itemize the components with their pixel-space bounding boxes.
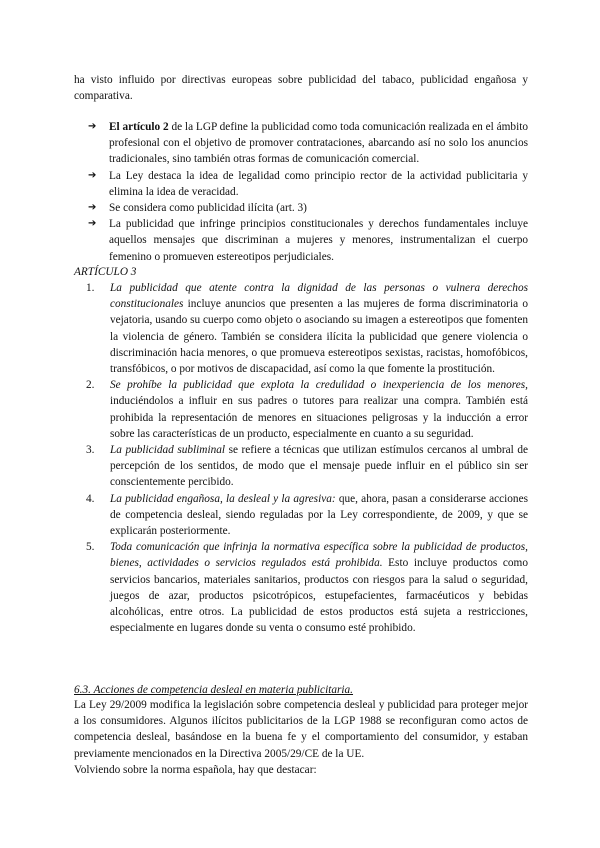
item-text: induciéndolos a influir en sus padres o tutores para realizar una compra. También está prohibida la representación de menores en situaciones peligrosas y la inducción a error sobre las características de un producto, especialmente en cuanto a su seguridad. [110, 395, 528, 440]
arrow-icon: ➔ [88, 218, 97, 230]
list-item [86, 280, 528, 377]
section-body: La Ley 29/2009 modifica la legislación sobre competencia desleal y publicidad para proteger mejor a los consumidores. Algunos ilícitos publicitarios de la LGP 1988 se reconfiguran como actos de competencia desleal, basándose en la buena fe y el comportamiento del consumidor, y estaban previamente mencionados en la Directiva 2005/29/CE de la UE. [74, 699, 528, 760]
article-items-list [86, 280, 528, 636]
item-number: 5. [86, 541, 95, 554]
item-lead: La publicidad subliminal [110, 444, 226, 457]
bullet-item [88, 216, 528, 265]
item-number: 1. [86, 282, 95, 294]
bullet-text: La Ley destaca la idea de legalidad como principio rector de la actividad publicitaria y elimina la idea de veracidad. [109, 169, 528, 198]
item-number: 3. [86, 444, 95, 457]
bullet-item [88, 200, 528, 216]
arrow-icon: ➔ [88, 121, 97, 132]
bullet-text: Se considera como publicidad ilícita (art. 3) [109, 202, 307, 215]
item-lead: La publicidad que atente contra la dignidad de las personas o vulnera derechos constitucionales [110, 282, 528, 311]
item-text: se refiere a técnicas que utilizan estímulos cercanos al umbral de percepción de los sentidos, de modo que el mensaje puede influir en el público sin ser conscientemente percibido. [110, 444, 528, 489]
bullet-text: de la LGP define la publicidad como toda comunicación realizada en el ámbito profesional con el objetivo de promover contrataciones, abarcando así no solo los anuncios tradicionales, sino también otras formas de comunicación comercial. [109, 121, 529, 166]
list-item [86, 491, 528, 540]
item-lead: Toda comunicación que infrinja la normativa específica sobre la publicidad de productos, bienes, actividades o servicios regulados está prohibida. [110, 541, 528, 570]
item-lead: La publicidad engañosa, la desleal y la agresiva: [110, 492, 336, 505]
item-lead: Se prohíbe la publicidad que explota la credulidad o inexperiencia de los menores, [110, 379, 528, 392]
article-heading: ARTÍCULO 3 [74, 266, 137, 278]
bullet-text: La publicidad que infringe principios constitucionales y derechos fundamentales incluye aquellos mensajes que discriminan a mujeres y menores, instrumentalizan el cuerpo femenino o promueven estereotipos perjudiciales. [109, 218, 528, 263]
item-text: incluye anuncios que presenten a las mujeres de forma discriminatoria o vejatoria, usando su cuerpo como objeto o asociando su imagen a estereotipos que fomenten la violencia de género. También se considera ilícita la publicidad que genere violencia o discriminación hacia menores, o que promueva estereotipos sexistas, racistas, homofóbicos, transfóbicos, o por motivos de discapacidad, así como la que fomente la prostitución. [110, 298, 528, 376]
arrow-icon: ➔ [88, 202, 97, 214]
item-number: 2. [86, 379, 95, 392]
bullet-item [88, 119, 528, 168]
item-number: 4. [86, 492, 95, 505]
intro-paragraph: ha visto influido por directivas europeas sobre publicidad del tabaco, publicidad engañosa y comparativa. [74, 74, 528, 103]
list-item [86, 442, 528, 491]
closing-line: Volviendo sobre la norma española, hay que destacar: [74, 764, 317, 776]
item-text: que, ahora, pasan a considerarse acciones de competencia desleal, siendo reguladas por la Ley correspondiente, de 2009, y que se explicarán posteriormente. [110, 492, 528, 538]
bullet-bold: El artículo 2 [109, 121, 169, 133]
list-item [86, 539, 528, 636]
arrow-bullet-list [88, 119, 528, 265]
item-text: Esto incluye productos como servicios bancarios, materiales sanitarios, productos con riesgos para la salud o seguridad, juegos de azar, productos psicotrópicos, estupefacientes, farmacéuticos y bebidas alcohólicas, entre otros. La publicidad de estos productos está sujeta a restricciones, especialmente en lugares donde su venta o consumo esté prohibido. [110, 557, 528, 635]
bullet-item [88, 168, 528, 200]
list-item [86, 377, 528, 442]
section-heading: 6.3. Acciones de competencia desleal en materia publicitaria. [74, 684, 354, 696]
arrow-icon: ➔ [88, 169, 97, 181]
